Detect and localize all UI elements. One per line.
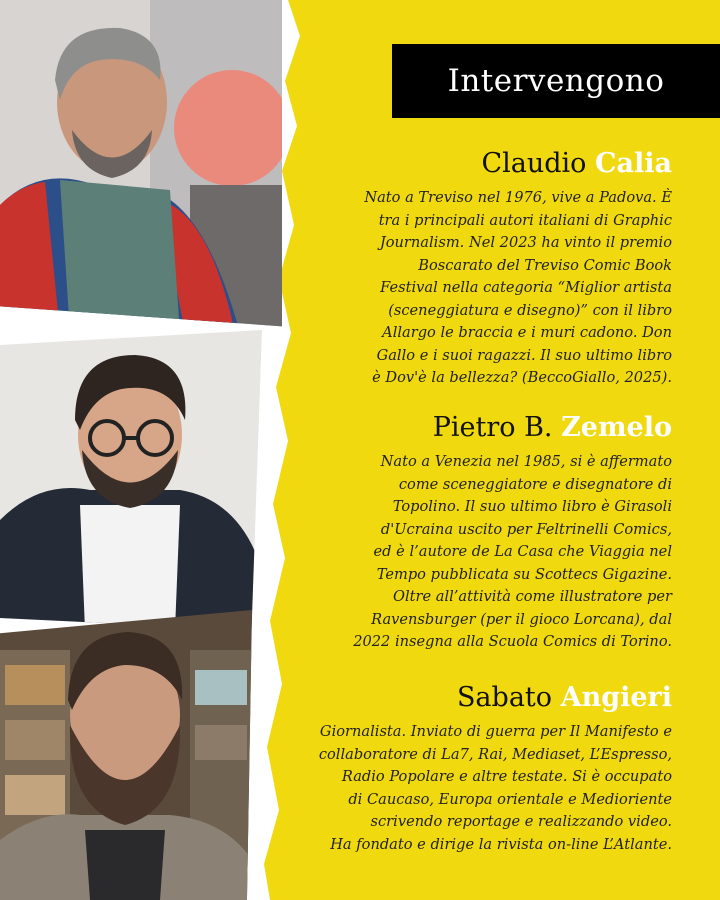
bio-line: (sceneggiatura e disegno)” con il libro — [388, 301, 672, 319]
bio-line: Ha fondato e dirige la rivista on-line L’Atlante. — [330, 835, 672, 853]
bio-line: Journalism. Nel 2023 ha vinto il premio — [379, 234, 672, 251]
speaker-card — [353, 412, 672, 654]
speaker-bio — [319, 721, 672, 856]
speaker-name — [353, 412, 672, 443]
bio-line: Boscarato del Treviso Comic Book — [418, 256, 672, 274]
bio-line: Ravensburger (per il gioco Lorcana), dal — [371, 610, 672, 628]
bio-line: collaboratore di La7, Rai, Mediaset, L’Espresso, — [318, 745, 672, 763]
bio-line: Nato a Treviso nel 1976, vive a Padova. È — [364, 189, 672, 206]
speaker-first-name: Sabato — [456, 682, 553, 713]
speaker-card — [319, 682, 672, 856]
bio-line: scrivendo reportage e realizzando video. — [370, 813, 672, 830]
speaker-name — [364, 148, 672, 179]
bio-line: 2022 insegna alla Scuola Comics di Torino. — [353, 633, 672, 650]
bio-line: Tempo pubblicata su Scottecs Gigazine. — [376, 565, 672, 583]
bio-line: Oltre all’attività come illustratore per — [393, 588, 672, 605]
speaker-card — [364, 148, 672, 390]
speaker-first-name: Pietro B. — [432, 412, 553, 443]
bio-line: Giornalista. Inviato di guerra per Il Manifesto e — [319, 723, 672, 740]
bio-line: Topolino. Il suo ultimo libro è Girasoli — [392, 498, 672, 515]
speaker-name — [319, 682, 672, 713]
bio-line: come sceneggiatore e disegnatore di — [398, 475, 672, 493]
bio-line: Festival nella categoria “Miglior artista — [380, 279, 672, 296]
bio-line: Allargo le braccia e i muri cadono. Don — [382, 324, 672, 341]
speaker-last-name: Angieri — [560, 682, 672, 713]
bio-line: d'Ucraina uscito per Feltrinelli Comics, — [380, 520, 672, 538]
speaker-last-name: Zemelo — [561, 412, 672, 443]
speaker-first-name: Claudio — [481, 148, 587, 179]
speaker-photo-zemelo — [0, 330, 262, 630]
bio-line: è Dov'è la bellezza? (BeccoGiallo, 2025). — [372, 369, 672, 386]
bio-line: di Caucaso, Europa orientale e Medioriente — [348, 790, 672, 808]
bio-line: tra i principali autori italiani di Graphic — [378, 211, 672, 229]
speaker-bio — [353, 451, 672, 654]
speaker-photo-angieri — [0, 610, 252, 900]
bio-line: Gallo e i suoi ragazzi. Il suo ultimo libro — [376, 346, 672, 364]
bio-line: ed è l’autore de La Casa che Viaggia nel — [373, 543, 672, 560]
bio-line: Nato a Venezia nel 1985, si è affermato — [380, 453, 672, 470]
speaker-bio — [364, 187, 672, 390]
speaker-photo-calia — [0, 0, 282, 333]
speaker-last-name: Calia — [595, 148, 672, 179]
header-banner — [392, 44, 720, 118]
page-title: Intervengono — [447, 63, 665, 99]
bio-line: Radio Popolare e altre testate. Si è occupato — [341, 768, 672, 785]
